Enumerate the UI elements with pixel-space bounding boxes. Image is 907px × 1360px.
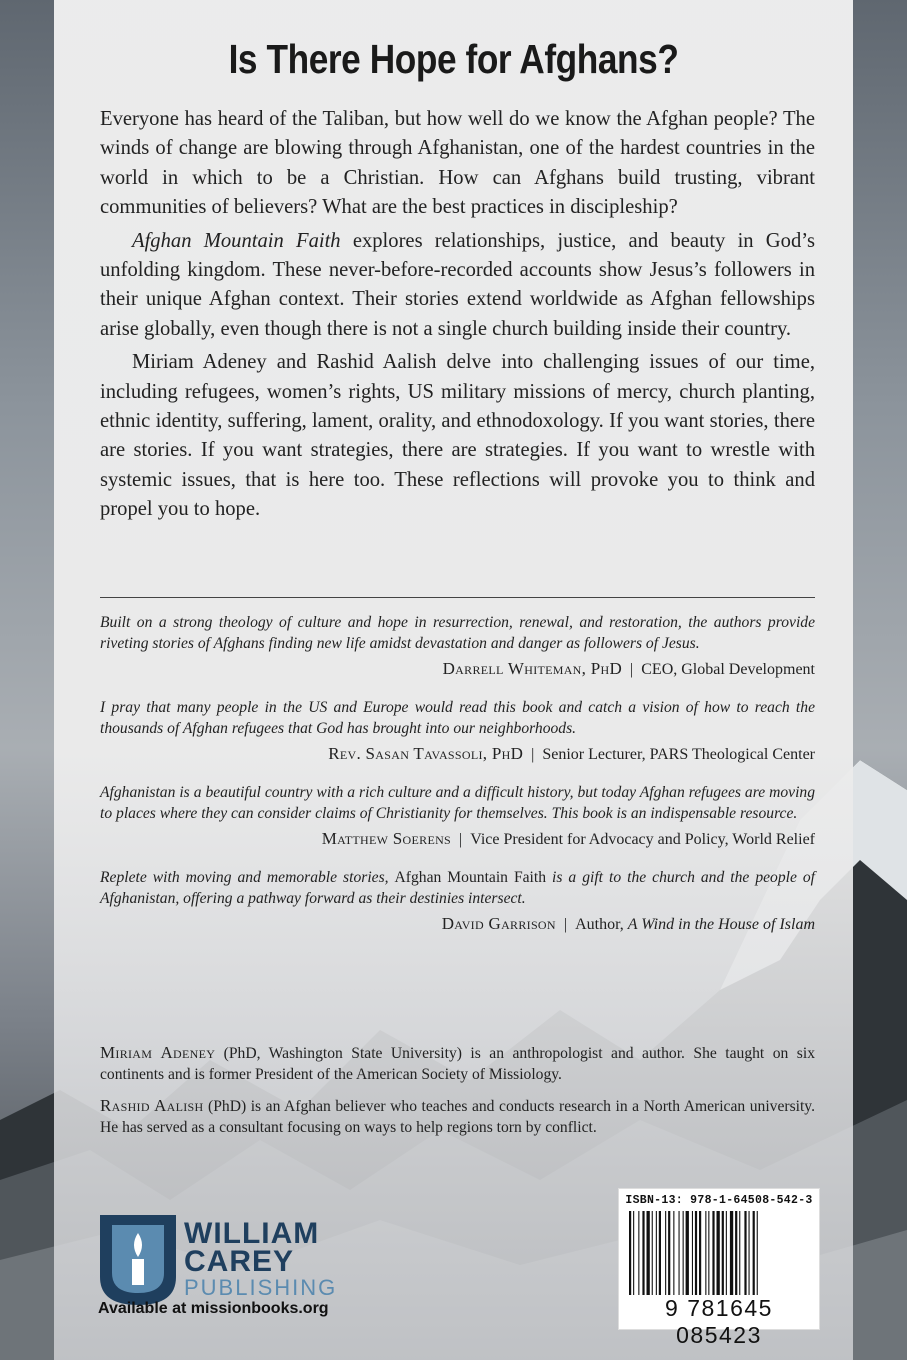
barcode-bar [753, 1211, 755, 1295]
endorsement-attribution [100, 913, 815, 936]
barcode-bar [652, 1211, 653, 1295]
barcode [618, 1188, 820, 1348]
barcode-bar [735, 1211, 737, 1295]
endorser-role: Vice President for Advocacy and Policy, World Relief [470, 831, 815, 848]
barcode-bar [699, 1211, 701, 1295]
barcode-bar [757, 1211, 758, 1295]
endorsement [100, 697, 815, 766]
endorsement-text: I pray that many people in the US and Europe would read this book and catch a vision of how to reach the thousands of Afghan refugees that God has brought into our neighborhoods. [100, 699, 815, 737]
separator: | [563, 916, 568, 933]
blurb-paragraph-2 [100, 227, 815, 345]
book-title: Afghan Mountain Faith [394, 869, 547, 886]
endorsement-text-part: Replete with moving and memorable stories, [100, 869, 395, 886]
barcode-bar [692, 1211, 693, 1295]
endorser-name: David Garrison [441, 914, 556, 933]
barcode-bar [642, 1211, 644, 1295]
endorser-name: Rev. Sasan Tavassoli, PhD [328, 744, 524, 763]
endorsement-text-part: is a gift to the church and the people of Afghanistan, offering a pathway forward as their destinies intersect. [100, 869, 816, 907]
endorser-name: Darrell Whiteman, PhD [442, 659, 623, 678]
barcode-bar [633, 1211, 634, 1295]
barcode-bar [712, 1211, 714, 1295]
separator: | [531, 746, 535, 763]
endorser-role: Author, [575, 916, 628, 933]
author-name: Rashid Aalish [100, 1096, 204, 1115]
author-bio [100, 1042, 815, 1085]
book-title: Afghan Mountain Faith [132, 229, 341, 252]
publisher-name-line-2: CAREY [184, 1245, 295, 1278]
barcode-bar [708, 1211, 709, 1295]
barcode-bar [739, 1211, 740, 1295]
endorser-book-title: A Wind in the House of Islam [627, 916, 815, 933]
barcode-bar [705, 1211, 706, 1295]
author-bio-text: (PhD, Washington State University) is an anthropologist and author. She taught on six continents and is former President of the American Society of Missiology. [100, 1045, 815, 1083]
barcode-bar [717, 1211, 720, 1295]
barcode-bar [629, 1211, 631, 1295]
author-bios [100, 1042, 815, 1148]
author-bio [100, 1095, 815, 1138]
availability-note: Available at missionbooks.org [98, 1300, 329, 1317]
endorsement [100, 867, 815, 936]
page-title: Is There Hope for Afghans? [228, 36, 679, 82]
isbn-label: ISBN-13: 978-1-64508-542-3 [625, 1194, 813, 1207]
author-bio-text: (PhD) is an Afghan believer who teaches and conducts research in a North American university. He has served as a consultant focusing on ways to help regions torn by conflict. [100, 1098, 815, 1136]
barcode-bar [722, 1211, 724, 1295]
author-name: Miriam Adeney [100, 1043, 216, 1062]
barcode-bar [638, 1211, 639, 1295]
candle-logo-icon [100, 1215, 176, 1305]
barcode-bar [686, 1211, 689, 1295]
blurb-paragraph-3: Miriam Adeney and Rashid Aalish delve into challenging issues of our time, including refugees, women’s rights, US military missions of mercy, church planting, ethnic identity, suffering, lament, orality, and ethnodoxology. If you want stories, there are stories. If you want strategies, there are strategies. If you want to wrestle with systemic issues, that is here too. These reflections will provoke you to think and propel you to hope. [100, 351, 815, 521]
endorsement-text: Built on a strong theology of culture and hope in resurrection, renewal, and restoration, the authors provide riveting stories of Afghans finding new life amidst devastation and danger as followers of Jesus. [100, 614, 815, 652]
endorsement-attribution [100, 743, 815, 766]
separator: | [630, 661, 634, 678]
publisher-name-line-1: WILLIAM [184, 1217, 320, 1250]
barcode-bar [656, 1211, 657, 1295]
barcode-bar [659, 1211, 661, 1295]
publisher-logo [100, 1215, 360, 1305]
endorser-role: CEO, Global Development [641, 661, 815, 678]
blurb-paragraph-1: Everyone has heard of the Taliban, but how well do we know the Afghan people? The winds of change are blowing through Afghanistan, one of the hardest countries in the world in which to be a Christian. How can Afghans build trusting, vibrant communities of believers? What are the best practices in discipleship? [100, 108, 815, 219]
endorsement-text: Afghanistan is a beautiful country with a rich culture and a difficult history, but today Afghan refugees are moving to places where they can consider claims of Christianity for themselves. This book is an indispensable resource. [100, 784, 815, 822]
barcode-bar [647, 1211, 650, 1295]
barcode-bar [665, 1211, 666, 1295]
publisher-name-line-3: PUBLISHING [184, 1275, 338, 1300]
endorsement [100, 782, 815, 851]
barcode-number: 9 781645 085423 [665, 1295, 773, 1348]
separator: | [459, 831, 463, 848]
barcode-bar [695, 1211, 697, 1295]
endorsements [100, 612, 815, 952]
barcode-bar [749, 1211, 750, 1295]
blurb-paragraph-2-text: explores relationships, justice, and beauty in God’s unfolding kingdom. These never-before-recorded accounts show Jesus’s followers in their unique Afghan context. Their stories extend worldwide as Afghan fellowships arise globally, even though there is not a single church building inside their country. [100, 229, 815, 340]
barcode-bar [683, 1211, 684, 1295]
endorser-name: Matthew Soerens [321, 829, 452, 848]
barcode-bar [744, 1211, 746, 1295]
endorsement-text [100, 867, 815, 909]
blurb [100, 105, 815, 529]
barcode-bar [673, 1211, 674, 1295]
endorsement-attribution [100, 658, 815, 681]
barcode-bar [730, 1211, 733, 1295]
barcode-bar [679, 1211, 680, 1295]
barcode-bars [629, 1211, 809, 1295]
endorser-role: Senior Lecturer, PARS Theological Center [542, 746, 815, 763]
endorsement-attribution [100, 828, 815, 851]
divider [100, 597, 815, 598]
barcode-bar [726, 1211, 727, 1295]
endorsement [100, 612, 815, 681]
barcode-bar [668, 1211, 670, 1295]
